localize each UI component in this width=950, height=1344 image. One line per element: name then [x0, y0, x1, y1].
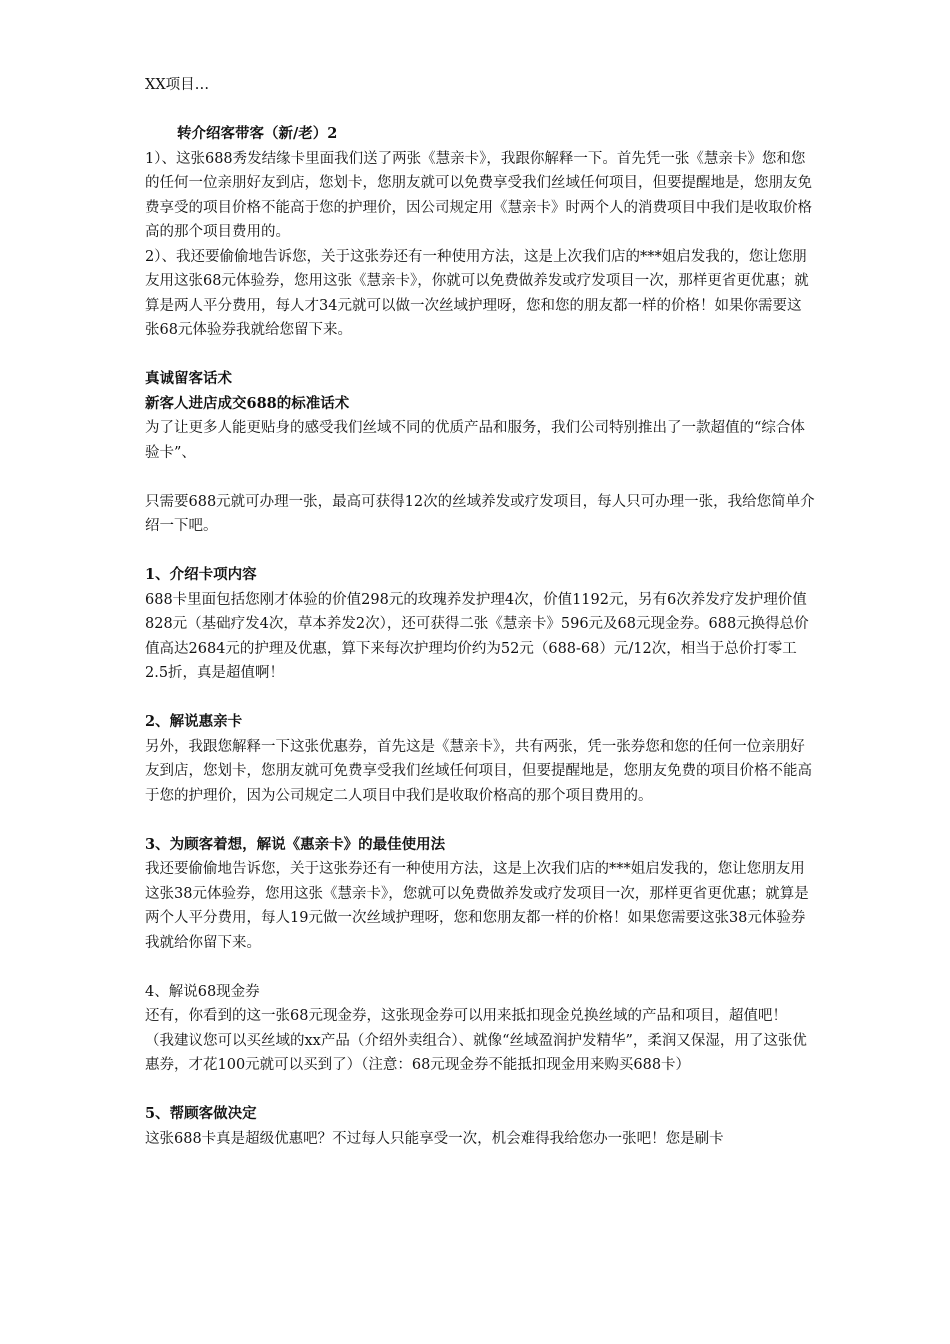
section-5-body: 这张688卡真是超级优惠吧？不过每人只能享受一次，机会难得我给您办一张吧！您是刷卡 — [145, 1130, 724, 1147]
paragraph-1: 1）、这张688秀发结缘卡里面我们送了两张《慧亲卡》，我跟你解释一下。首先凭一张《慧亲卡》您和您的任何一位亲朋好友到店，您划卡，您朋友就可以免费享受我们丝域任何项目，但要提醒地是，您朋友免费享受的项目价格不能高于您的护理价，因公司规定用《慧亲卡》时两个人的消费项目中我们是收取价格高的那个项目费用的。 — [145, 150, 812, 240]
doc-title: 转介绍客带客（新/老）2 — [177, 125, 338, 142]
spacer — [145, 343, 815, 368]
document-body — [145, 73, 815, 1151]
spacer — [145, 955, 815, 980]
paragraph-3: 为了让更多人能更贴身的感受我们丝域不同的优质产品和服务，我们公司特别推出了一款超值的“综合体验卡”、 — [145, 420, 805, 461]
section-1-title: 1、介绍卡项内容 — [145, 566, 257, 583]
spacer — [145, 1078, 815, 1103]
spacer — [145, 98, 815, 123]
heading-sincere: 真诚留客话术 — [145, 370, 232, 387]
section-4-body: 还有，你看到的这一张68元现金券，这张现金券可以用来抵扣现金兑换丝域的产品和项目，超值吧！（我建议您可以买丝域的xx产品（介绍外卖组合）、就像“丝域盈润护发精华”，柔润又保湿，用了这张优惠券，才花100元就可以买到了）（注意：68元现金券不能抵扣现金用来购买688卡） — [145, 1008, 807, 1073]
spacer — [145, 465, 815, 490]
section-3-body: 我还要偷偷地告诉您，关于这张券还有一种使用方法，这是上次我们店的***姐启发我的，您让您朋友用这张38元体验券，您用这张《慧亲卡》，您就可以免费做养发或疗发项目一次，那样更省更优惠；就算是两个人平分费用，每人19元做一次丝域护理呀，您和您朋友都一样的价格！如果您需要这张38元体验券我就给你留下来。 — [145, 861, 809, 951]
section-1-body: 688卡里面包括您刚才体验的价值298元的玫瑰养发护理4次，价值1192元，另有6次养发疗发护理价值828元（基础疗发4次，草本养发2次），还可获得二张《慧亲卡》596元及68元现金券。688元换得总价值高达2684元的护理及优惠，算下来每次护理均价约为52元（688-68）元/12次，相当于总价打零工2.5折，真是超值啊！ — [145, 591, 809, 681]
heading-standard: 新客人进店成交688的标准话术 — [145, 394, 350, 412]
paragraph-2: 2）、我还要偷偷地告诉您，关于这张券还有一种使用方法，这是上次我们店的***姐启发我的，您让您朋友用这张68元体验券，您用这张《慧亲卡》，你就可以免费做养发或疗发项目一次，那样更省更优惠；就算是两人平分费用，每人才34元就可以做一次丝域护理呀，您和您的朋友都一样的价格！如果你需要这张68元体验券我就给您留下来。 — [145, 248, 809, 338]
section-3-title: 3、为顾客着想，解说《惠亲卡》的最佳使用法 — [145, 835, 446, 853]
section-2-title: 2、解说惠亲卡 — [145, 713, 243, 730]
paragraph-4: 只需要688元就可办理一张，最高可获得12次的丝域养发或疗发项目，每人只可办理一张，我给您简单介绍一下吧。 — [145, 493, 815, 534]
section-4-title: 4、解说68现金券 — [145, 983, 260, 1000]
section-5-title: 5、帮顾客做决定 — [145, 1105, 257, 1122]
section-2-body: 另外，我跟您解释一下这张优惠券，首先这是《慧亲卡》，共有两张，凭一张券您和您的任何一位亲朋好友到店，您划卡，您朋友就可免费享受我们丝域任何项目，但要提醒地是，您朋友免费的项目价格不能高于您的护理价，因为公司规定二人项目中我们是收取价格高的那个项目费用的。 — [145, 738, 812, 804]
doc-header: XX项目… — [145, 77, 210, 93]
spacer — [145, 539, 815, 564]
spacer — [145, 686, 815, 711]
spacer — [145, 808, 815, 833]
